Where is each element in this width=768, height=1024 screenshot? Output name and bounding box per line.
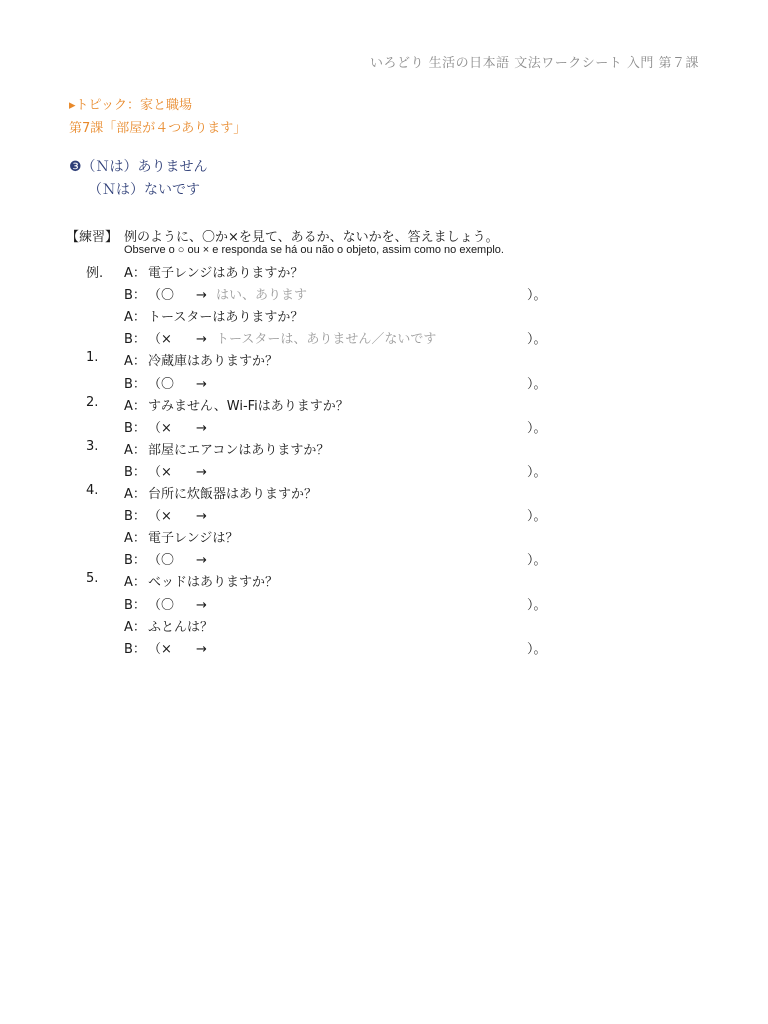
speaker-label: A： — [124, 399, 146, 414]
question-text: 電子レンジはありますか？ — [148, 266, 304, 281]
speaker-label: B： — [124, 288, 146, 303]
speaker-label: B： — [124, 598, 146, 613]
answer-mark: （〇 — [148, 598, 175, 613]
practice-instruction: 例のように、〇か×を見て、あるか、ないかを、答えましょう。 — [124, 230, 499, 245]
speaker-label: A： — [124, 531, 146, 546]
closing-paren: ）。 — [527, 553, 547, 568]
closing-paren: ）。 — [527, 642, 547, 657]
speaker-label: B： — [124, 332, 146, 347]
answer-line — [148, 417, 216, 436]
answer-text[interactable]: トースターは、ありません／ないです — [216, 332, 437, 347]
answer-mark: （× — [148, 509, 172, 524]
answer-line — [148, 461, 216, 480]
closing-paren: ）。 — [527, 465, 547, 480]
answer-mark: （〇 — [148, 288, 175, 303]
grammar-pattern-1: ❸（Ｎは）ありません — [69, 159, 208, 175]
speaker-label: B： — [124, 509, 146, 524]
speaker-label: A： — [124, 575, 146, 590]
practice-instruction-pt: Observe o ○ ou × e responda se há ou não o objeto, assim como no exemplo. — [124, 244, 504, 256]
question-text: トースターはありますか？ — [148, 310, 304, 325]
closing-paren: ）。 — [527, 288, 547, 303]
speaker-label: A： — [124, 487, 146, 502]
lesson-title: 第7課「部屋が４つあります」 — [69, 121, 247, 136]
speaker-label: A： — [124, 620, 146, 635]
page-header: いろどり 生活の日本語 文法ワークシート 入門 第７課 — [369, 56, 699, 71]
question-text: 電子レンジは？ — [148, 531, 239, 546]
closing-paren: ）。 — [527, 377, 547, 392]
answer-line — [148, 505, 216, 524]
item-number: 1. — [86, 350, 99, 365]
answer-line — [148, 284, 307, 303]
arrow-icon: → — [196, 553, 207, 568]
arrow-icon: → — [196, 421, 207, 436]
arrow-icon: → — [196, 465, 207, 480]
speaker-label: B： — [124, 377, 146, 392]
question-text: すみません、Wi-Fiはありますか？ — [148, 399, 349, 414]
topic-label: ▸トピック：家と職場 — [69, 98, 193, 113]
speaker-label: B： — [124, 553, 146, 568]
closing-paren: ）。 — [527, 332, 547, 347]
answer-text[interactable]: はい、あります — [216, 288, 308, 303]
speaker-label: A： — [124, 310, 146, 325]
closing-paren: ）。 — [527, 509, 547, 524]
item-number: 4. — [86, 483, 99, 498]
closing-paren: ）。 — [527, 598, 547, 613]
question-text: 部屋にエアコンはありますか？ — [148, 443, 330, 458]
speaker-label: B： — [124, 465, 146, 480]
grammar-pattern-2: （Ｎは）ないです — [88, 182, 200, 198]
arrow-icon: → — [196, 509, 207, 524]
arrow-icon: → — [196, 288, 207, 303]
item-number: 2. — [86, 395, 99, 410]
answer-mark: （〇 — [148, 377, 175, 392]
answer-mark: （× — [148, 332, 172, 347]
speaker-label: B： — [124, 642, 146, 657]
item-number: 5. — [86, 571, 99, 586]
question-text: ふとんは？ — [148, 620, 214, 635]
answer-line — [148, 638, 216, 657]
arrow-icon: → — [196, 598, 207, 613]
speaker-label: A： — [124, 443, 146, 458]
answer-mark: （〇 — [148, 553, 175, 568]
closing-paren: ）。 — [527, 421, 547, 436]
speaker-label: A： — [124, 354, 146, 369]
arrow-icon: → — [196, 332, 207, 347]
item-number: 3. — [86, 439, 99, 454]
answer-mark: （× — [148, 465, 172, 480]
speaker-label: A： — [124, 266, 146, 281]
arrow-icon: → — [196, 642, 207, 657]
answer-line — [148, 373, 216, 392]
answer-line — [148, 594, 216, 613]
question-text: ベッドはありますか？ — [148, 575, 279, 590]
answer-line — [148, 328, 436, 347]
answer-mark: （× — [148, 421, 172, 436]
arrow-icon: → — [196, 377, 207, 392]
practice-label: 【練習】 — [66, 230, 119, 245]
speaker-label: B： — [124, 421, 146, 436]
question-text: 冷蔵庫はありますか？ — [148, 354, 279, 369]
answer-mark: （× — [148, 642, 172, 657]
item-number: 例. — [86, 266, 104, 281]
question-text: 台所に炊飯器はありますか？ — [148, 487, 318, 502]
answer-line — [148, 549, 216, 568]
